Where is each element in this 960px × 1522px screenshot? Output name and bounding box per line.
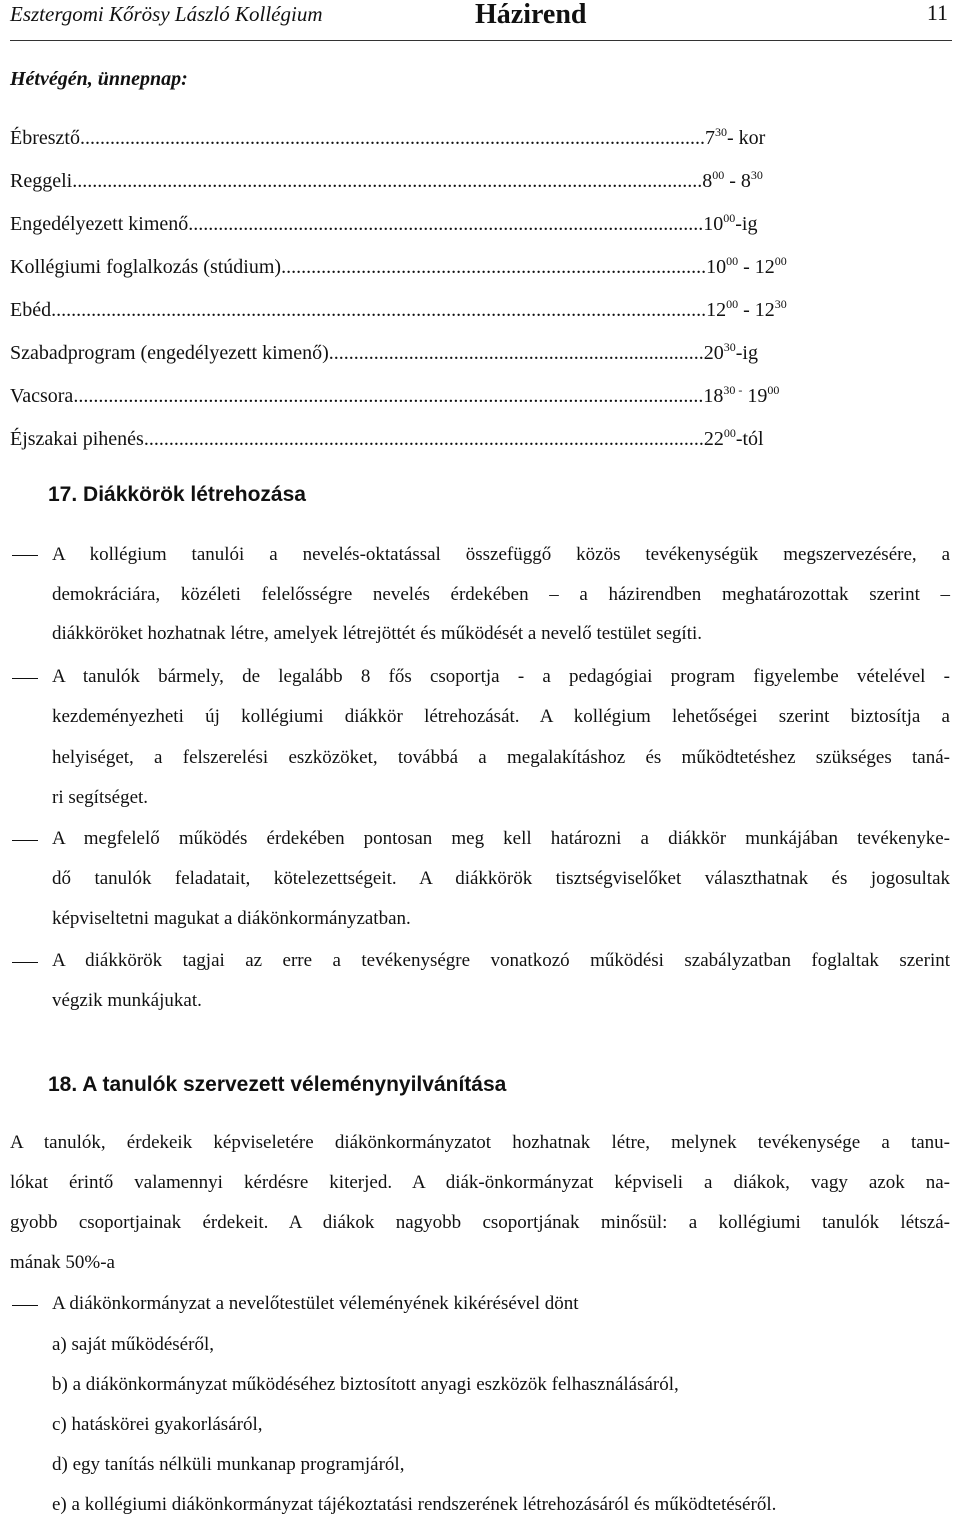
s18-list-item: e) a kollégiumi diákönkormányzat tájékoztatási rendszerének létrehozásáról és működtetéséről. bbox=[52, 1494, 777, 1515]
schedule-row bbox=[10, 385, 779, 415]
schedule-time: 8 bbox=[702, 170, 713, 192]
bullet-dash bbox=[12, 555, 38, 556]
s17-line: helyiséget, a felszerelési eszközöket, továbbá a megalakításhoz és működtetéshez szükséges taná- bbox=[52, 747, 950, 768]
schedule-time: 19 bbox=[742, 385, 768, 407]
schedule-time: 7 bbox=[704, 127, 715, 149]
schedule-time-sup: 30 - bbox=[723, 383, 743, 397]
schedule-dots: ................................................................................................................ bbox=[143, 428, 704, 450]
s17-line: képviseltetni magukat a diákönkormányzatban. bbox=[52, 908, 411, 929]
bullet-dash bbox=[12, 1305, 38, 1306]
bullet-dash bbox=[12, 840, 38, 841]
s17-line: kezdeményezheti új kollégiumi diákkör létrehozását. A kollégium lehetőségei szerint biztosítja a bbox=[52, 706, 950, 727]
schedule-label: Vacsora bbox=[10, 385, 74, 407]
schedule-time: 18 bbox=[703, 385, 724, 407]
schedule-time-sup: 00 bbox=[723, 211, 736, 225]
s17-line: A diákkörök tagjai az erre a tevékenységre vonatkozó működési szabályzatban foglaltak szerint bbox=[52, 950, 950, 971]
schedule-row bbox=[10, 299, 787, 329]
s18-list-item: c) hatáskörei gyakorlásáról, bbox=[52, 1414, 263, 1435]
schedule-time: -ig bbox=[735, 342, 758, 364]
header-institution: Esztergomi Kőrösy László Kollégium bbox=[10, 2, 323, 26]
schedule-row bbox=[10, 213, 757, 243]
schedule-dots: ..................................................................................... bbox=[281, 256, 707, 278]
schedule-time: - 8 bbox=[724, 170, 751, 192]
schedule-time: - 12 bbox=[738, 299, 775, 321]
schedule-time-sup: 00 bbox=[723, 426, 736, 440]
s17-line: A tanulók bármely, de legalább 8 fős csoportja - a pedagógiai program figyelembe vételével - bbox=[52, 666, 950, 687]
schedule-label: Szabadprogram (engedélyezett kimenő) bbox=[10, 342, 329, 364]
schedule-time-sup: 30 bbox=[723, 340, 736, 354]
schedule-time: - 12 bbox=[738, 256, 775, 278]
schedule-time-sup: 30 bbox=[750, 168, 763, 182]
schedule-dots: ................................................................................................................................... bbox=[51, 299, 707, 321]
s17-line: dő tanulók feladatait, kötelezettségeit. A diákkörök tisztségviselőket választhatnak és jogosultak bbox=[52, 868, 950, 889]
schedule-time-sup: 00 bbox=[767, 383, 780, 397]
s17-line: végzik munkájukat. bbox=[52, 990, 202, 1011]
schedule-label: Ébresztő bbox=[10, 127, 80, 149]
schedule-time-sup: 30 bbox=[714, 125, 727, 139]
bullet-dash bbox=[12, 962, 38, 963]
s17-line: diákköröket hozhatnak létre, amelyek létrejöttét és működését a nevelő testület segíti. bbox=[52, 623, 702, 644]
schedule-row bbox=[10, 342, 758, 372]
s18-line: gyobb csoportjainak érdekeit. A diákok nagyobb csoportjának minősül: a kollégiumi tanulók létszá- bbox=[10, 1212, 950, 1233]
schedule-time: 22 bbox=[703, 428, 724, 450]
header-title: Házirend bbox=[475, 0, 587, 30]
s17-line: ri segítséget. bbox=[52, 787, 149, 808]
schedule-label: Kollégiumi foglalkozás (stúdium) bbox=[10, 256, 282, 278]
schedule-time-sup: 00 bbox=[726, 254, 739, 268]
s18-line: A tanulók, érdekeik képviseletére diákönkormányzatot hozhatnak létre, melynek tevékenysége a tanu- bbox=[10, 1132, 950, 1153]
schedule-row bbox=[10, 256, 787, 286]
s18-list-item: b) a diákönkormányzat működéséhez biztosított anyagi eszközök felhasználásáról, bbox=[52, 1374, 679, 1395]
s17-line: A kollégium tanulói a nevelés-oktatással összefüggő közös tevékenységük megszervezésére, a bbox=[52, 544, 950, 565]
s18-line: mának 50%-a bbox=[10, 1252, 115, 1273]
schedule-time: 10 bbox=[706, 256, 727, 278]
s18-list-item: a) saját működéséről, bbox=[52, 1334, 214, 1355]
schedule-dots: ........................................................................... bbox=[328, 342, 704, 364]
schedule-time-sup: 30 bbox=[774, 297, 787, 311]
s18-list-item: d) egy tanítás nélküli munkanap programjáról, bbox=[52, 1454, 405, 1475]
schedule-time: 12 bbox=[706, 299, 727, 321]
schedule-dots: .............................................................................................................................. bbox=[73, 385, 704, 407]
schedule-time: -ig bbox=[735, 213, 758, 235]
bullet-dash bbox=[12, 678, 38, 679]
schedule-row bbox=[10, 170, 763, 200]
schedule-label: Reggeli bbox=[10, 170, 73, 192]
schedule-time-sup: 00 bbox=[726, 297, 739, 311]
schedule-row bbox=[10, 127, 765, 157]
schedule-dots: ....................................................................................................... bbox=[188, 213, 704, 235]
s18-line: A diákönkormányzat a nevelőtestület véleményének kikérésével dönt bbox=[52, 1293, 579, 1314]
schedule-row bbox=[10, 428, 764, 458]
s17-line: A megfelelő működés érdekében pontosan meg kell határozni a diákkör munkájában tevékenyke- bbox=[52, 828, 950, 849]
schedule-dots: ............................................................................................................................. bbox=[79, 127, 705, 149]
section-18-heading: 18. A tanulók szervezett véleménynyilvánítása bbox=[48, 1073, 507, 1096]
schedule-time: -tól bbox=[735, 428, 764, 450]
schedule-label: Engedélyezett kimenő bbox=[10, 213, 189, 235]
s17-line: demokráciára, közéleti felelősségre nevelés érdekében – a házirendben meghatározottak szerint – bbox=[52, 584, 950, 605]
schedule-time-sup: 00 bbox=[712, 168, 725, 182]
schedule-time: 10 bbox=[703, 213, 724, 235]
page-header bbox=[10, 0, 952, 41]
schedule-time-sup: 00 bbox=[774, 254, 787, 268]
schedule-time: 20 bbox=[703, 342, 724, 364]
page-number: 11 bbox=[926, 0, 948, 25]
schedule-label: Éjszakai pihenés bbox=[10, 428, 144, 450]
weekend-title: Hétvégén, ünnepnap: bbox=[10, 68, 188, 90]
schedule-time: - kor bbox=[726, 127, 766, 149]
section-17-heading: 17. Diákkörök létrehozása bbox=[48, 483, 306, 506]
s18-line: lókat érintő valamennyi kérdésre kiterjed. A diák-önkormányzat képviseli a diákok, vagy azok na- bbox=[10, 1172, 950, 1193]
schedule-label: Ebéd bbox=[10, 299, 52, 321]
schedule-dots: .............................................................................................................................. bbox=[72, 170, 703, 192]
